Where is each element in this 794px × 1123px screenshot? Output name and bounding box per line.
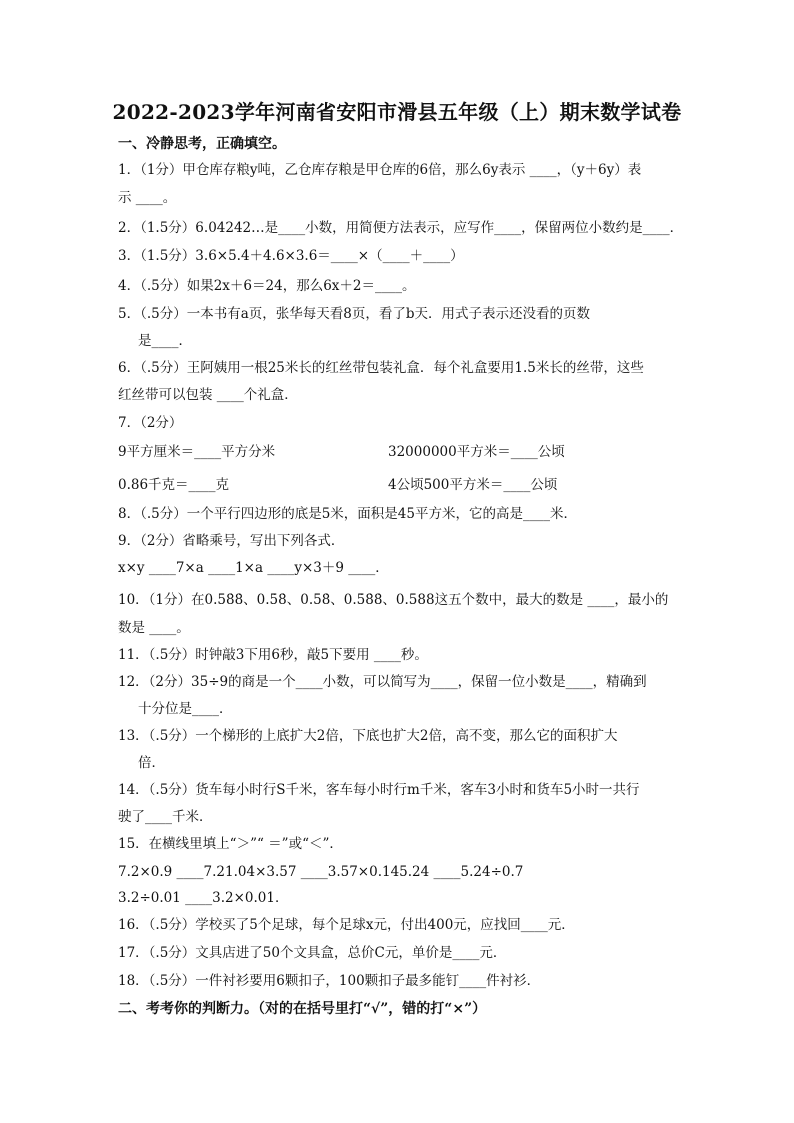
question-3: 3．（1.5分）3.6×5.4＋4.6×3.6＝____×（____＋____） [118,248,464,264]
exam-title: 2022-2023学年河南省安阳市滑县五年级（上）期末数学试卷 [112,100,682,124]
question-9-expressions: x×y ____7×a ____1×a ____y×3＋9 ____． [118,560,389,576]
question-18: 18．（.5分）一件衬衫要用6颗扣子，100颗扣子最多能钉____件衬衫． [118,973,541,989]
question-5-line-1: 5．（.5分）一本书有a页，张华每天看8页，看了b天．用式子表示还没看的页数 [118,306,590,322]
question-13-line-1: 13．（.5分）一个梯形的上底扩大2倍，下底也扩大2倍，高不变，那么它的面积扩大 [118,728,618,744]
question-7-item-3: 0.86千克＝____克 [118,477,230,493]
question-15-row-2: 3.2÷0.01 ____3.2×0.01． [118,890,289,906]
question-12-line-1: 12．（2分）35÷9的商是一个____小数，可以简写为____，保留一位小数是____，精确到 [118,674,647,690]
question-5-line-2: 是____． [138,333,192,349]
question-6-line-1: 6．（.5分）王阿姨用一根25米长的红丝带包装礼盒．每个礼盒要用1.5米长的丝带，这些 [118,360,644,376]
question-7-item-2: 32000000平方米＝____公顷 [388,444,565,460]
question-15-row-1: 7.2×0.9 ____7.21.04×3.57 ____3.57×0.145.24 ____5.24÷0.7 [118,864,524,880]
question-7-item-4: 4公顷500平方米＝____公顷 [388,477,558,493]
question-12-line-2: 十分位是____． [138,701,233,717]
question-13-line-2: 倍． [138,755,165,771]
section-heading-judgement: 二、考考你的判断力。（对的在括号里打“√”，错的打“×”） [118,1001,487,1017]
question-8: 8．（.5分）一个平行四边形的底是5米，面积是45平方米，它的高是____米． [118,506,577,522]
section-heading-fill-in: 一、冷静思考，正确填空。 [118,136,286,152]
question-10-line-2: 数是 ____。 [118,620,190,636]
question-17: 17．（.5分）文具店进了50个文具盒，总价C元，单价是____元． [118,945,507,961]
question-11: 11．（.5分）时钟敲3下用6秒，敲5下要用 ____秒。 [118,647,428,663]
question-1-line-2: 示 ____。 [118,190,177,206]
question-16: 16．（.5分）学校买了5个足球，每个足球x元，付出400元，应找回____元． [118,917,575,933]
question-7-item-1: 9平方厘米＝____平方分米 [118,444,276,460]
question-2: 2．（1.5分）6.04242…是____小数，用简便方法表示，应写作____，保留两位小数约是____． [118,220,684,236]
question-9-heading: 9．（2分）省略乘号，写出下列各式． [118,533,345,549]
question-7-heading: 7．（2分） [118,415,183,431]
question-10-line-1: 10．（1分）在0.58̇8̇、0.5̇8̇、0.58̇、0.5̇8̇8̇、0.588这五个数中，最大的数是 ____，最小的 [118,592,669,608]
question-1-line-1: 1．（1分）甲仓库存粮y吨，乙仓库存粮是甲仓库的6倍，那么6y表示 ____，（y＋6y）表 [118,162,642,178]
question-6-line-2: 红丝带可以包装 ____个礼盒． [118,387,298,403]
question-4: 4．（.5分）如果2x＋6＝24，那么6x＋2＝____。 [118,278,416,294]
question-15-heading: 15．在横线里填上“＞”“ ＝”或“＜”． [118,836,343,852]
question-14-line-1: 14．（.5分）货车每小时行S千米，客车每小时行m千米，客车3小时和货车5小时一共行 [118,782,640,798]
question-14-line-2: 驶了____千米． [118,809,213,825]
